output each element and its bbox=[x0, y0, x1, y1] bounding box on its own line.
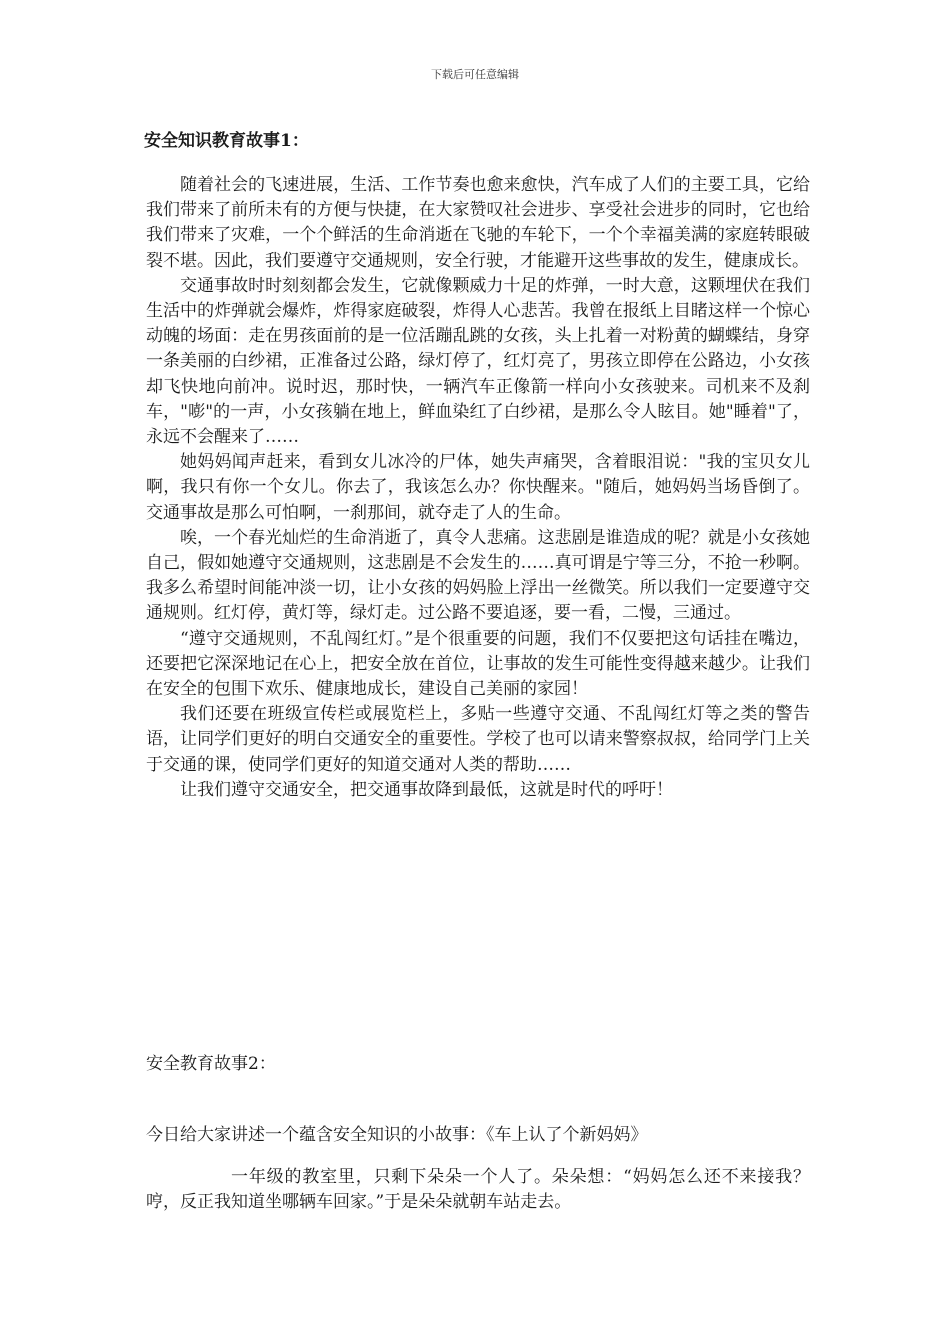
paragraph: 随着社会的飞速进展，生活、工作节奏也愈来愈快，汽车成了人们的主要工具，它给我们带来了前所未有的方便与快捷，在大家赞叹社会进步、享受社会进步的同时，它也给我们带来了灾难，一个个鲜活的生命消逝在飞驰的车轮下，一个个幸福美满的家庭转眼破裂不堪。因此，我们要遵守交通规则，安全行驶，才能避开这些事故的发生，健康成长。 bbox=[146, 175, 810, 271]
paragraph: 她妈妈闻声赶来，看到女儿冰冷的尸体，她失声痛哭，含着眼泪说："我的宝贝女儿啊，我只有你一个女儿。你去了，我该怎么办？你快醒来。"随后，她妈妈当场昏倒了。交通事故是那么可怕啊，一刹那间，就夺走了人的生命。 bbox=[146, 452, 810, 523]
section1-title: 安全知识教育故事1： bbox=[144, 131, 309, 151]
header-note: 下载后可任意编辑 bbox=[431, 68, 519, 81]
section2-intro: 今日给大家讲述一个蕴含安全知识的小故事：《车上认了个新妈妈》 bbox=[146, 1125, 648, 1145]
paragraph: “遵守交通规则，不乱闯红灯。”是个很重要的问题，我们不仅要把这句话挂在嘴边，还要把它深深地记在心上，把安全放在首位，让事故的发生可能性变得越来越少。让我们在安全的包围下欢乐、健康地成长，建设自己美丽的家园！ bbox=[146, 628, 810, 700]
section1-body bbox=[146, 173, 810, 803]
paragraph: 一年级的教室里，只剩下朵朵一个人了。朵朵想：“妈妈怎么还不来接我？哼，反正我知道坐哪辆车回家。”于是朵朵就朝车站走去。 bbox=[146, 1167, 810, 1213]
paragraph: 交通事故时时刻刻都会发生，它就像颗威力十足的炸弹，一时大意，这颗埋伏在我们生活中的炸弹就会爆炸，炸得家庭破裂，炸得人心悲苦。我曾在报纸上目睹这样一个惊心动魄的场面：走在男孩面前的是一位活蹦乱跳的女孩，头上扎着一对粉黄的蝴蝶结，身穿一条美丽的白纱裙，正准备过公路，绿灯停了，红灯亮了，男孩立即停在公路边，小女孩却飞快地向前冲。说时迟，那时快，一辆汽车正像箭一样向小女孩驶来。司机来不及刹车，"嘭"的一声，小女孩躺在地上，鲜血染红了白纱裙，是那么令人眩目。她"睡着"了，永远不会醒来了…… bbox=[146, 275, 810, 448]
section2-title: 安全教育故事2： bbox=[146, 1054, 276, 1074]
paragraph: 让我们遵守交通安全，把交通事故降到最低，这就是时代的呼吁！ bbox=[180, 779, 673, 800]
section2-body bbox=[146, 1165, 810, 1215]
paragraph: 我们还要在班级宣传栏或展览栏上，多贴一些遵守交通、不乱闯红灯等之类的警告语，让同学们更好的明白交通安全的重要性。学校了也可以请来警察叔叔，给同学门上关于交通的课，使同学们更好的知道交通对人类的帮助…… bbox=[146, 704, 810, 775]
paragraph: 唉，一个春光灿烂的生命消逝了，真令人悲痛。这悲剧是谁造成的呢？就是小女孩她自己，假如她遵守交通规则，这悲剧是不会发生的……真可谓是宁等三分，不抢一秒啊。我多么希望时间能冲淡一切，让小女孩的妈妈脸上浮出一丝微笑。所以我们一定要遵守交通规则。红灯停，黄灯等，绿灯走。过公路不要追逐，要一看，二慢，三通过。 bbox=[146, 527, 810, 624]
